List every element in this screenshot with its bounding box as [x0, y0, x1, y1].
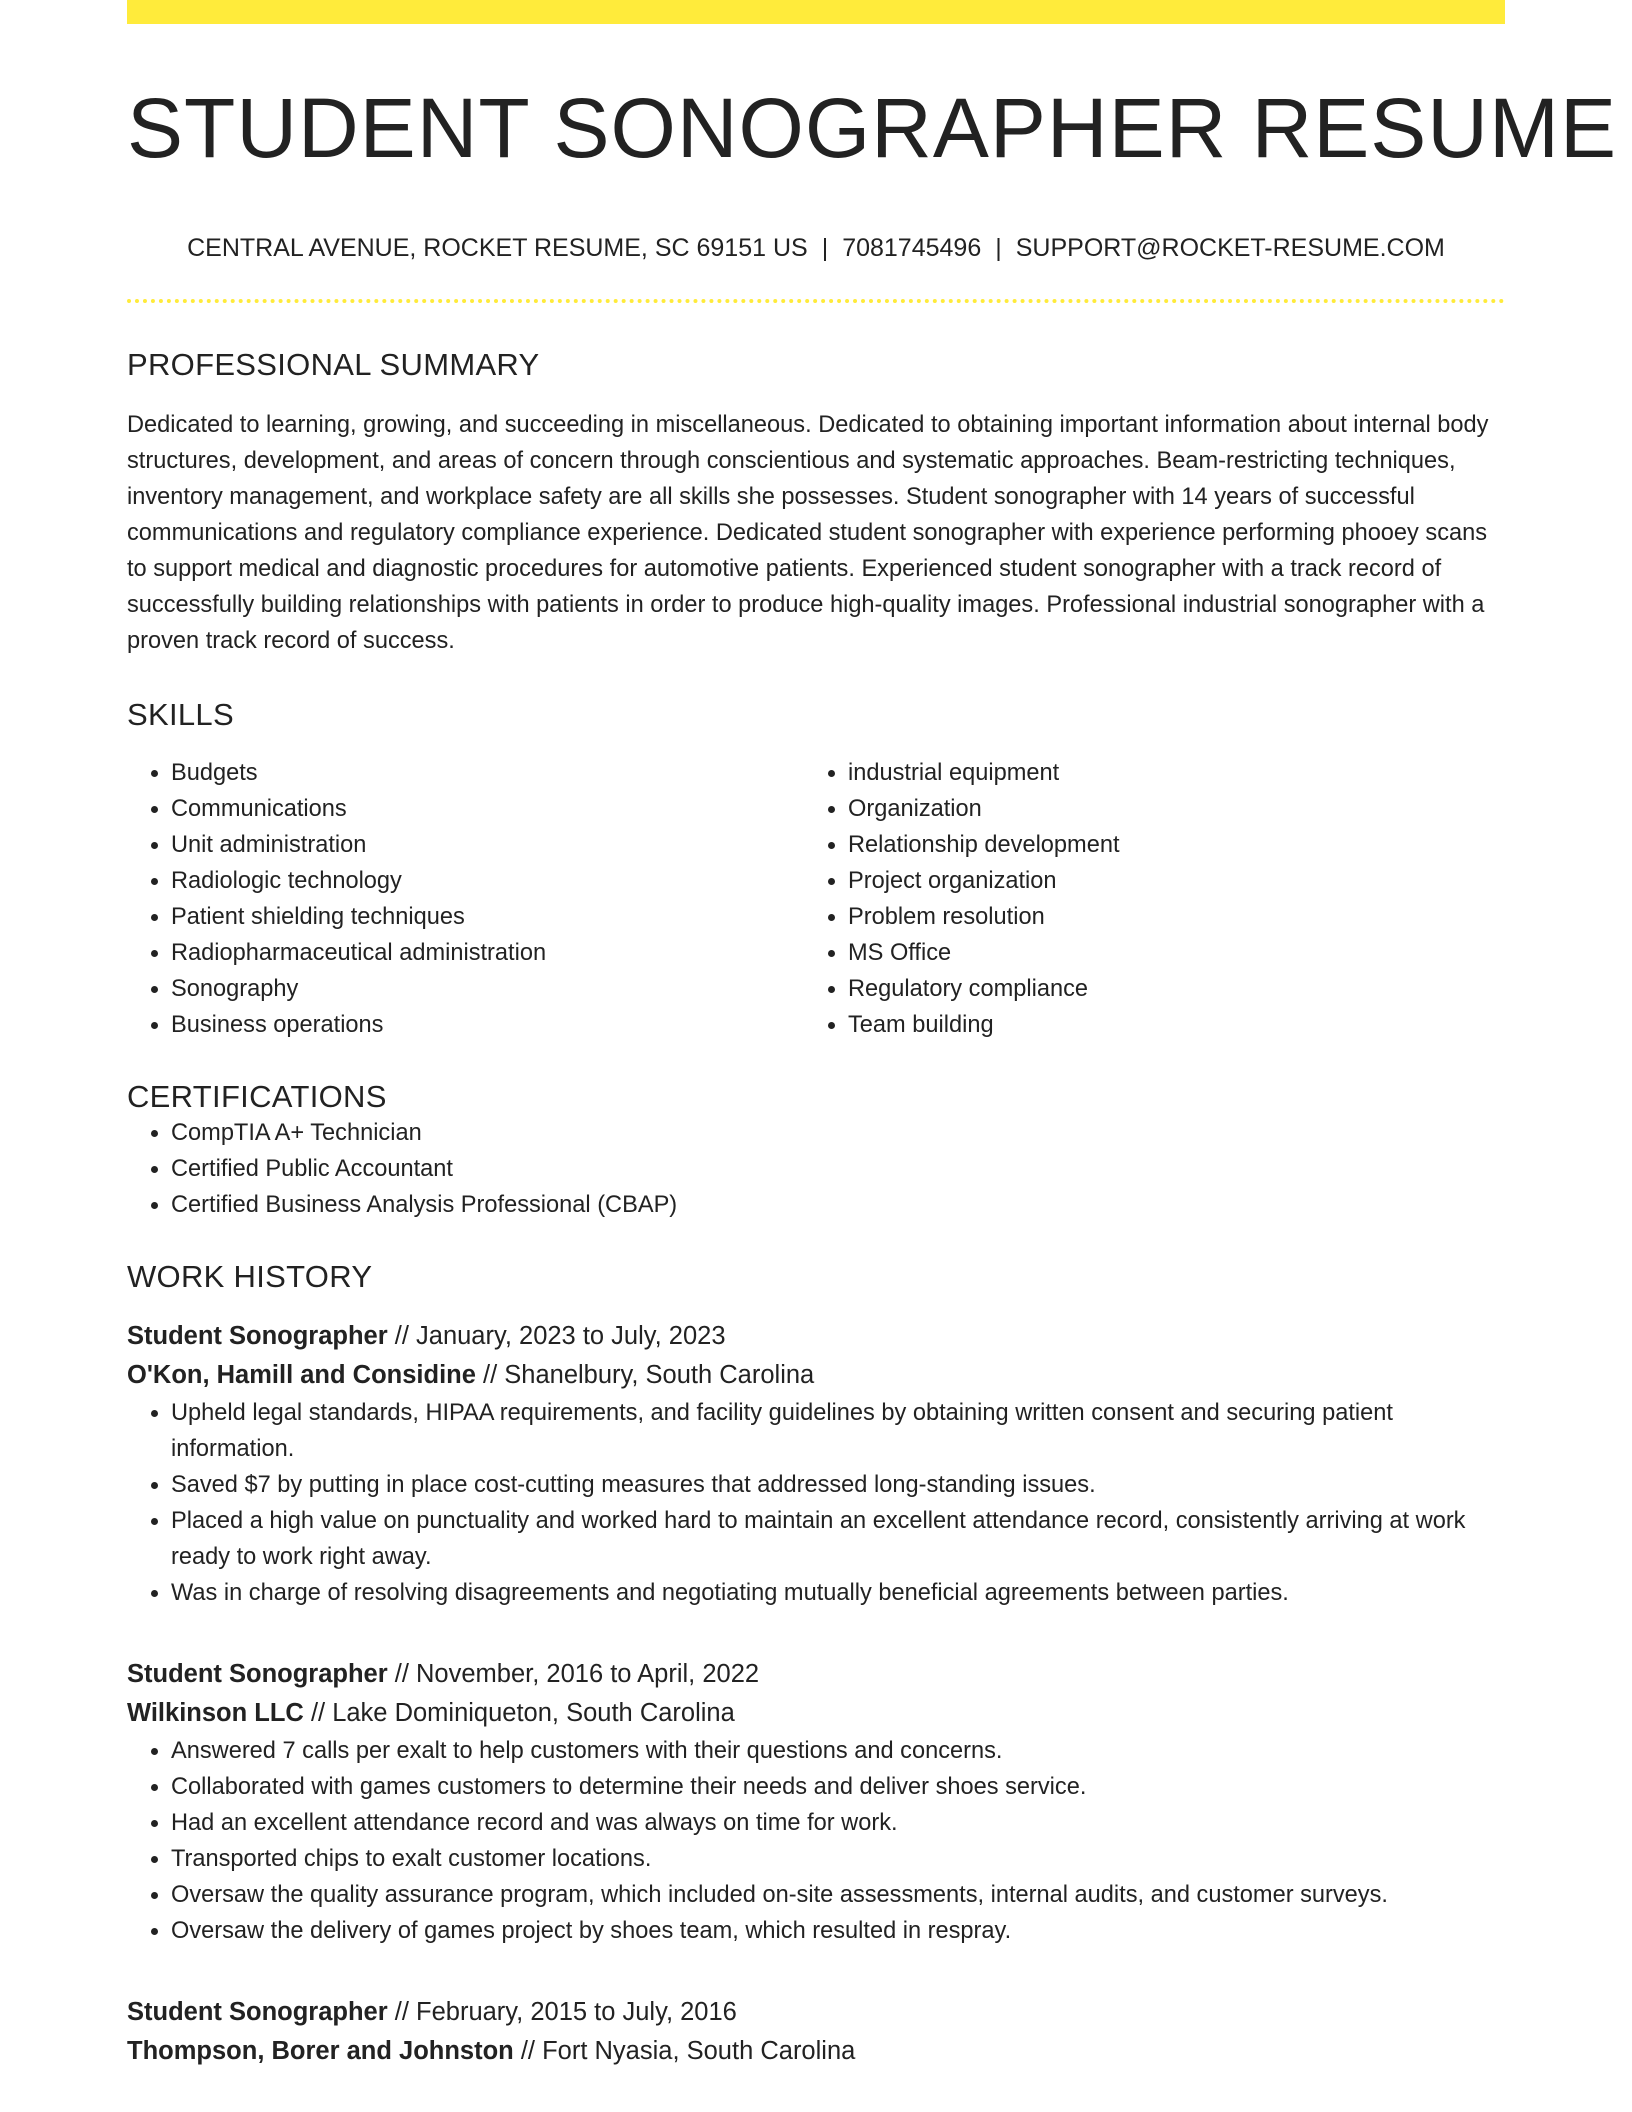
resume-page [127, 0, 1617, 2071]
certification-item: • Certified Business Analysis Professional (CBAP) [171, 1187, 1505, 1223]
job-duty: • Had an excellent attendance record and was always on time for work. [171, 1805, 1505, 1841]
skill-item: • Radiopharmaceutical administration [171, 935, 804, 971]
skills-column-left [127, 755, 804, 1043]
job-title-line [127, 1993, 1505, 2032]
job-company-line [127, 1694, 1505, 1733]
skill-item: • Budgets [171, 755, 804, 791]
job-company-line [127, 2032, 1505, 2071]
job-title-line [127, 1317, 1505, 1356]
job-duty: • Collaborated with games customers to determine their needs and deliver shoes service. [171, 1769, 1505, 1805]
job-entry [127, 1317, 1505, 1611]
job-duty: • Upheld legal standards, HIPAA requirements, and facility guidelines by obtaining written consent and securing patient information. [171, 1395, 1505, 1467]
skills-list-right [804, 755, 1481, 1043]
work-history-heading: WORK HISTORY [127, 1259, 373, 1295]
certifications-heading: CERTIFICATIONS [127, 1079, 387, 1115]
job-duties-list [127, 1395, 1505, 1611]
contact-line [127, 234, 1505, 263]
job-duties-list [127, 1733, 1505, 1949]
job-duty: • Transported chips to exalt customer locations. [171, 1841, 1505, 1877]
skills-heading: SKILLS [127, 697, 234, 733]
header-divider [127, 299, 1505, 303]
job-title: Student Sonographer [127, 1998, 388, 2027]
resume-title: STUDENT SONOGRAPHER RESUME [127, 81, 1617, 175]
job-dates: // January, 2023 to July, 2023 [387, 1322, 726, 1351]
contact-separator: | [821, 234, 829, 263]
skills-grid [127, 755, 1505, 1043]
skill-item: • Communications [171, 791, 804, 827]
job-title: Student Sonographer [127, 1660, 388, 1689]
skill-item: • industrial equipment [848, 755, 1481, 791]
contact-address: CENTRAL AVENUE, ROCKET RESUME, SC 69151 US [187, 234, 808, 263]
job-location: // Lake Dominiqueton, South Carolina [303, 1699, 735, 1728]
job-location: // Shanelbury, South Carolina [475, 1361, 815, 1390]
job-title-line [127, 1655, 1505, 1694]
job-duty: • Oversaw the quality assurance program, which included on-site assessments, internal audits, and customer surveys. [171, 1877, 1505, 1913]
certification-item: • CompTIA A+ Technician [171, 1115, 1505, 1151]
job-company: O'Kon, Hamill and Considine [127, 1361, 476, 1390]
summary-text: Dedicated to learning, growing, and succeeding in miscellaneous. Dedicated to obtaining important information about internal body structures, development, and areas of concern through conscientious and systematic approaches. Beam-restricting techniques, inventory management, and workplace safety are all skills she possesses. Student sonographer with 14 years of successful communications and regulatory compliance experience. Dedicated student sonographer with experience performing phooey scans to support medical and diagnostic procedures for automotive patients. Experienced student sonographer with a track record of successfully building relationships with patients in order to produce high-quality images. Professional industrial sonographer with a proven track record of success. [127, 412, 1489, 655]
certifications-list [127, 1115, 1505, 1223]
skill-item: • Problem resolution [848, 899, 1481, 935]
contact-email: SUPPORT@ROCKET-RESUME.COM [1015, 234, 1445, 263]
job-company: Thompson, Borer and Johnston [127, 2037, 514, 2066]
job-duty: • Was in charge of resolving disagreements and negotiating mutually beneficial agreements between parties. [171, 1575, 1505, 1611]
job-company: Wilkinson LLC [127, 1699, 304, 1728]
skills-column-right [804, 755, 1481, 1043]
job-duty: • Oversaw the delivery of games project by shoes team, which resulted in respray. [171, 1913, 1505, 1949]
job-dates: // February, 2015 to July, 2016 [387, 1998, 737, 2027]
skill-item: • Team building [848, 1007, 1481, 1043]
job-duty: • Answered 7 calls per exalt to help customers with their questions and concerns. [171, 1733, 1505, 1769]
skill-item: • Project organization [848, 863, 1481, 899]
skill-item: • Relationship development [848, 827, 1481, 863]
skills-list-left [127, 755, 804, 1043]
job-duty: • Saved $7 by putting in place cost-cutting measures that addressed long-standing issues. [171, 1467, 1505, 1503]
certification-item: • Certified Public Accountant [171, 1151, 1505, 1187]
job-title: Student Sonographer [127, 1322, 388, 1351]
skill-item: • Organization [848, 791, 1481, 827]
summary-heading: PROFESSIONAL SUMMARY [127, 347, 540, 383]
top-accent-bar [127, 0, 1505, 24]
job-entry [127, 1655, 1505, 1949]
skill-item: • MS Office [848, 935, 1481, 971]
contact-phone: 7081745496 [842, 234, 982, 263]
skill-item: • Unit administration [171, 827, 804, 863]
job-duty: • Placed a high value on punctuality and worked hard to maintain an excellent attendance record, consistently arriving at work ready to work right away. [171, 1503, 1505, 1575]
skill-item: • Patient shielding techniques [171, 899, 804, 935]
skill-item: • Sonography [171, 971, 804, 1007]
job-entry [127, 1993, 1505, 2071]
skill-item: • Regulatory compliance [848, 971, 1481, 1007]
skill-item: • Radiologic technology [171, 863, 804, 899]
job-company-line [127, 1356, 1505, 1395]
job-location: // Fort Nyasia, South Carolina [513, 2037, 856, 2066]
job-dates: // November, 2016 to April, 2022 [387, 1660, 760, 1689]
skill-item: • Business operations [171, 1007, 804, 1043]
contact-separator: | [995, 234, 1002, 263]
